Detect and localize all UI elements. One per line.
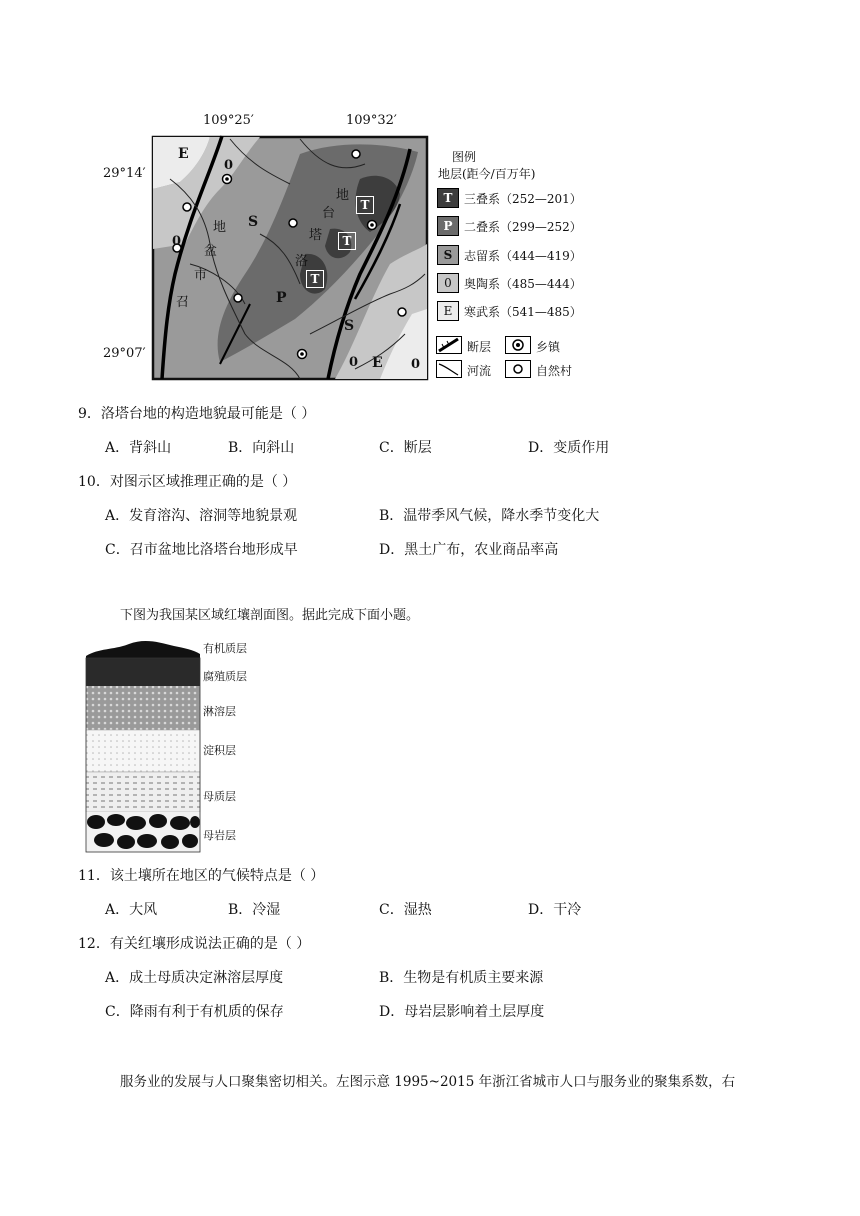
region-label: 0 bbox=[411, 357, 421, 372]
soil-layer-label-humus: 腐殖质层 bbox=[203, 670, 247, 683]
question-10-option-d[interactable]: D．黑土广布，农业商品率高 bbox=[379, 542, 559, 558]
question-10-option-b[interactable]: B．温带季风气候，降水季节变化大 bbox=[379, 508, 600, 524]
soil-layer-label-organic: 有机质层 bbox=[203, 642, 247, 655]
question-9-option-c[interactable]: C．断层 bbox=[379, 440, 432, 456]
geologic-map bbox=[150, 134, 430, 382]
question-12-option-d[interactable]: D．母岩层影响着土层厚度 bbox=[379, 1004, 545, 1020]
basin-label-char: 盆 bbox=[204, 244, 218, 259]
soil-layer-label-eluvial: 淋溶层 bbox=[203, 705, 236, 718]
legend-town-label: 乡镇 bbox=[536, 340, 561, 354]
plateau-label-char: 台 bbox=[322, 206, 336, 221]
legend-item: 三叠系（252—201） bbox=[464, 192, 582, 206]
legend-item: 二叠系（299—252） bbox=[464, 220, 582, 234]
question-10-option-a[interactable]: A．发育溶沟、溶洞等地貌景观 bbox=[105, 508, 298, 524]
plateau-label-char: 地 bbox=[336, 188, 350, 203]
question-11-option-b[interactable]: B．冷湿 bbox=[228, 902, 281, 918]
question-12-stem: 12．有关红壤形成说法正确的是（ ） bbox=[78, 936, 311, 952]
soil-layer-illuvial bbox=[86, 730, 200, 772]
longitude-label-right: 109°32′ bbox=[346, 113, 397, 128]
latitude-label-top: 29°14′ bbox=[103, 166, 146, 181]
question-12-option-a[interactable]: A．成土母质决定淋溶层厚度 bbox=[105, 970, 284, 986]
region-label: S bbox=[344, 318, 355, 334]
question-12-option-c[interactable]: C．降雨有利于有机质的保存 bbox=[105, 1004, 284, 1020]
fault-legend-icon bbox=[436, 336, 462, 354]
region-label: E bbox=[178, 146, 189, 162]
legend-swatch: E bbox=[437, 301, 459, 321]
legend-swatch: 0 bbox=[437, 273, 459, 293]
question-9-option-d[interactable]: D．变质作用 bbox=[528, 440, 610, 456]
soil-layer-label-bedrock: 母岩层 bbox=[203, 829, 236, 842]
latitude-label-bottom: 29°07′ bbox=[103, 346, 146, 361]
soil-layer-parent-material bbox=[86, 772, 200, 812]
basin-label-char: 地 bbox=[213, 220, 227, 235]
soil-layer-eluvial bbox=[86, 686, 200, 730]
legend-subtitle: 地层(距今/百万年) bbox=[438, 167, 536, 181]
legend-item: 寒武系（541—485） bbox=[464, 305, 582, 319]
soil-profile-diagram bbox=[84, 636, 204, 854]
legend-item: 志留系（444—419） bbox=[464, 249, 582, 263]
legend-swatch: T bbox=[437, 188, 459, 208]
soil-layer-label-parent-material: 母质层 bbox=[203, 790, 236, 803]
question-10-stem: 10．对图示区域推理正确的是（ ） bbox=[78, 474, 297, 490]
river-legend-icon bbox=[436, 360, 462, 378]
longitude-label-left: 109°25′ bbox=[203, 113, 254, 128]
legend-river-label: 河流 bbox=[467, 364, 492, 378]
legend-swatch: P bbox=[437, 216, 459, 236]
section-intro-text: 服务业的发展与人口聚集密切相关。左图示意 1995~2015 年浙江省城市人口与服务业的聚集系数，右 bbox=[120, 1074, 736, 1090]
legend-item: 奥陶系（485—444） bbox=[464, 277, 582, 291]
triassic-symbol: T bbox=[306, 270, 324, 288]
question-11-option-a[interactable]: A．大风 bbox=[105, 902, 158, 918]
question-11-option-d[interactable]: D．干冷 bbox=[528, 902, 582, 918]
basin-label-char: 市 bbox=[194, 268, 208, 283]
soil-layer-humus bbox=[86, 658, 200, 686]
question-11-option-c[interactable]: C．湿热 bbox=[379, 902, 432, 918]
question-9-stem: 9．洛塔台地的构造地貌最可能是（ ） bbox=[78, 406, 316, 422]
region-label: P bbox=[276, 290, 287, 306]
legend-swatch: S bbox=[437, 245, 459, 265]
legend-title: 图例 bbox=[452, 150, 477, 164]
village-marker bbox=[398, 308, 406, 316]
plateau-label-char: 塔 bbox=[309, 228, 323, 243]
village-marker bbox=[183, 203, 191, 211]
region-label: 0 bbox=[349, 355, 359, 370]
legend-fault-label: 断层 bbox=[467, 340, 492, 354]
question-11-stem: 11．该土壤所在地区的气候特点是（ ） bbox=[78, 868, 325, 884]
soil-intro-text: 下图为我国某区域红壤剖面图。据此完成下面小题。 bbox=[120, 608, 420, 623]
question-9-option-a[interactable]: A．背斜山 bbox=[105, 440, 172, 456]
plateau-label-char: 洛 bbox=[295, 254, 309, 269]
basin-label-char: 召 bbox=[176, 295, 190, 310]
region-label: S bbox=[248, 214, 259, 230]
question-10-option-c[interactable]: C．召市盆地比洛塔台地形成早 bbox=[105, 542, 298, 558]
town-legend-icon bbox=[505, 336, 531, 354]
soil-layer-label-illuvial: 淀积层 bbox=[203, 744, 236, 757]
region-label: 0 bbox=[224, 158, 234, 173]
triassic-symbol: T bbox=[338, 232, 356, 250]
legend-village-label: 自然村 bbox=[536, 364, 573, 378]
village-marker bbox=[352, 150, 360, 158]
question-12-option-b[interactable]: B．生物是有机质主要来源 bbox=[379, 970, 544, 986]
region-label: E bbox=[372, 355, 383, 371]
village-marker bbox=[234, 294, 242, 302]
region-label: 0 bbox=[172, 234, 182, 249]
village-legend-icon bbox=[505, 360, 531, 378]
village-marker bbox=[289, 219, 297, 227]
question-9-option-b[interactable]: B．向斜山 bbox=[228, 440, 295, 456]
triassic-symbol: T bbox=[356, 196, 374, 214]
soil-layer-organic bbox=[86, 641, 200, 658]
